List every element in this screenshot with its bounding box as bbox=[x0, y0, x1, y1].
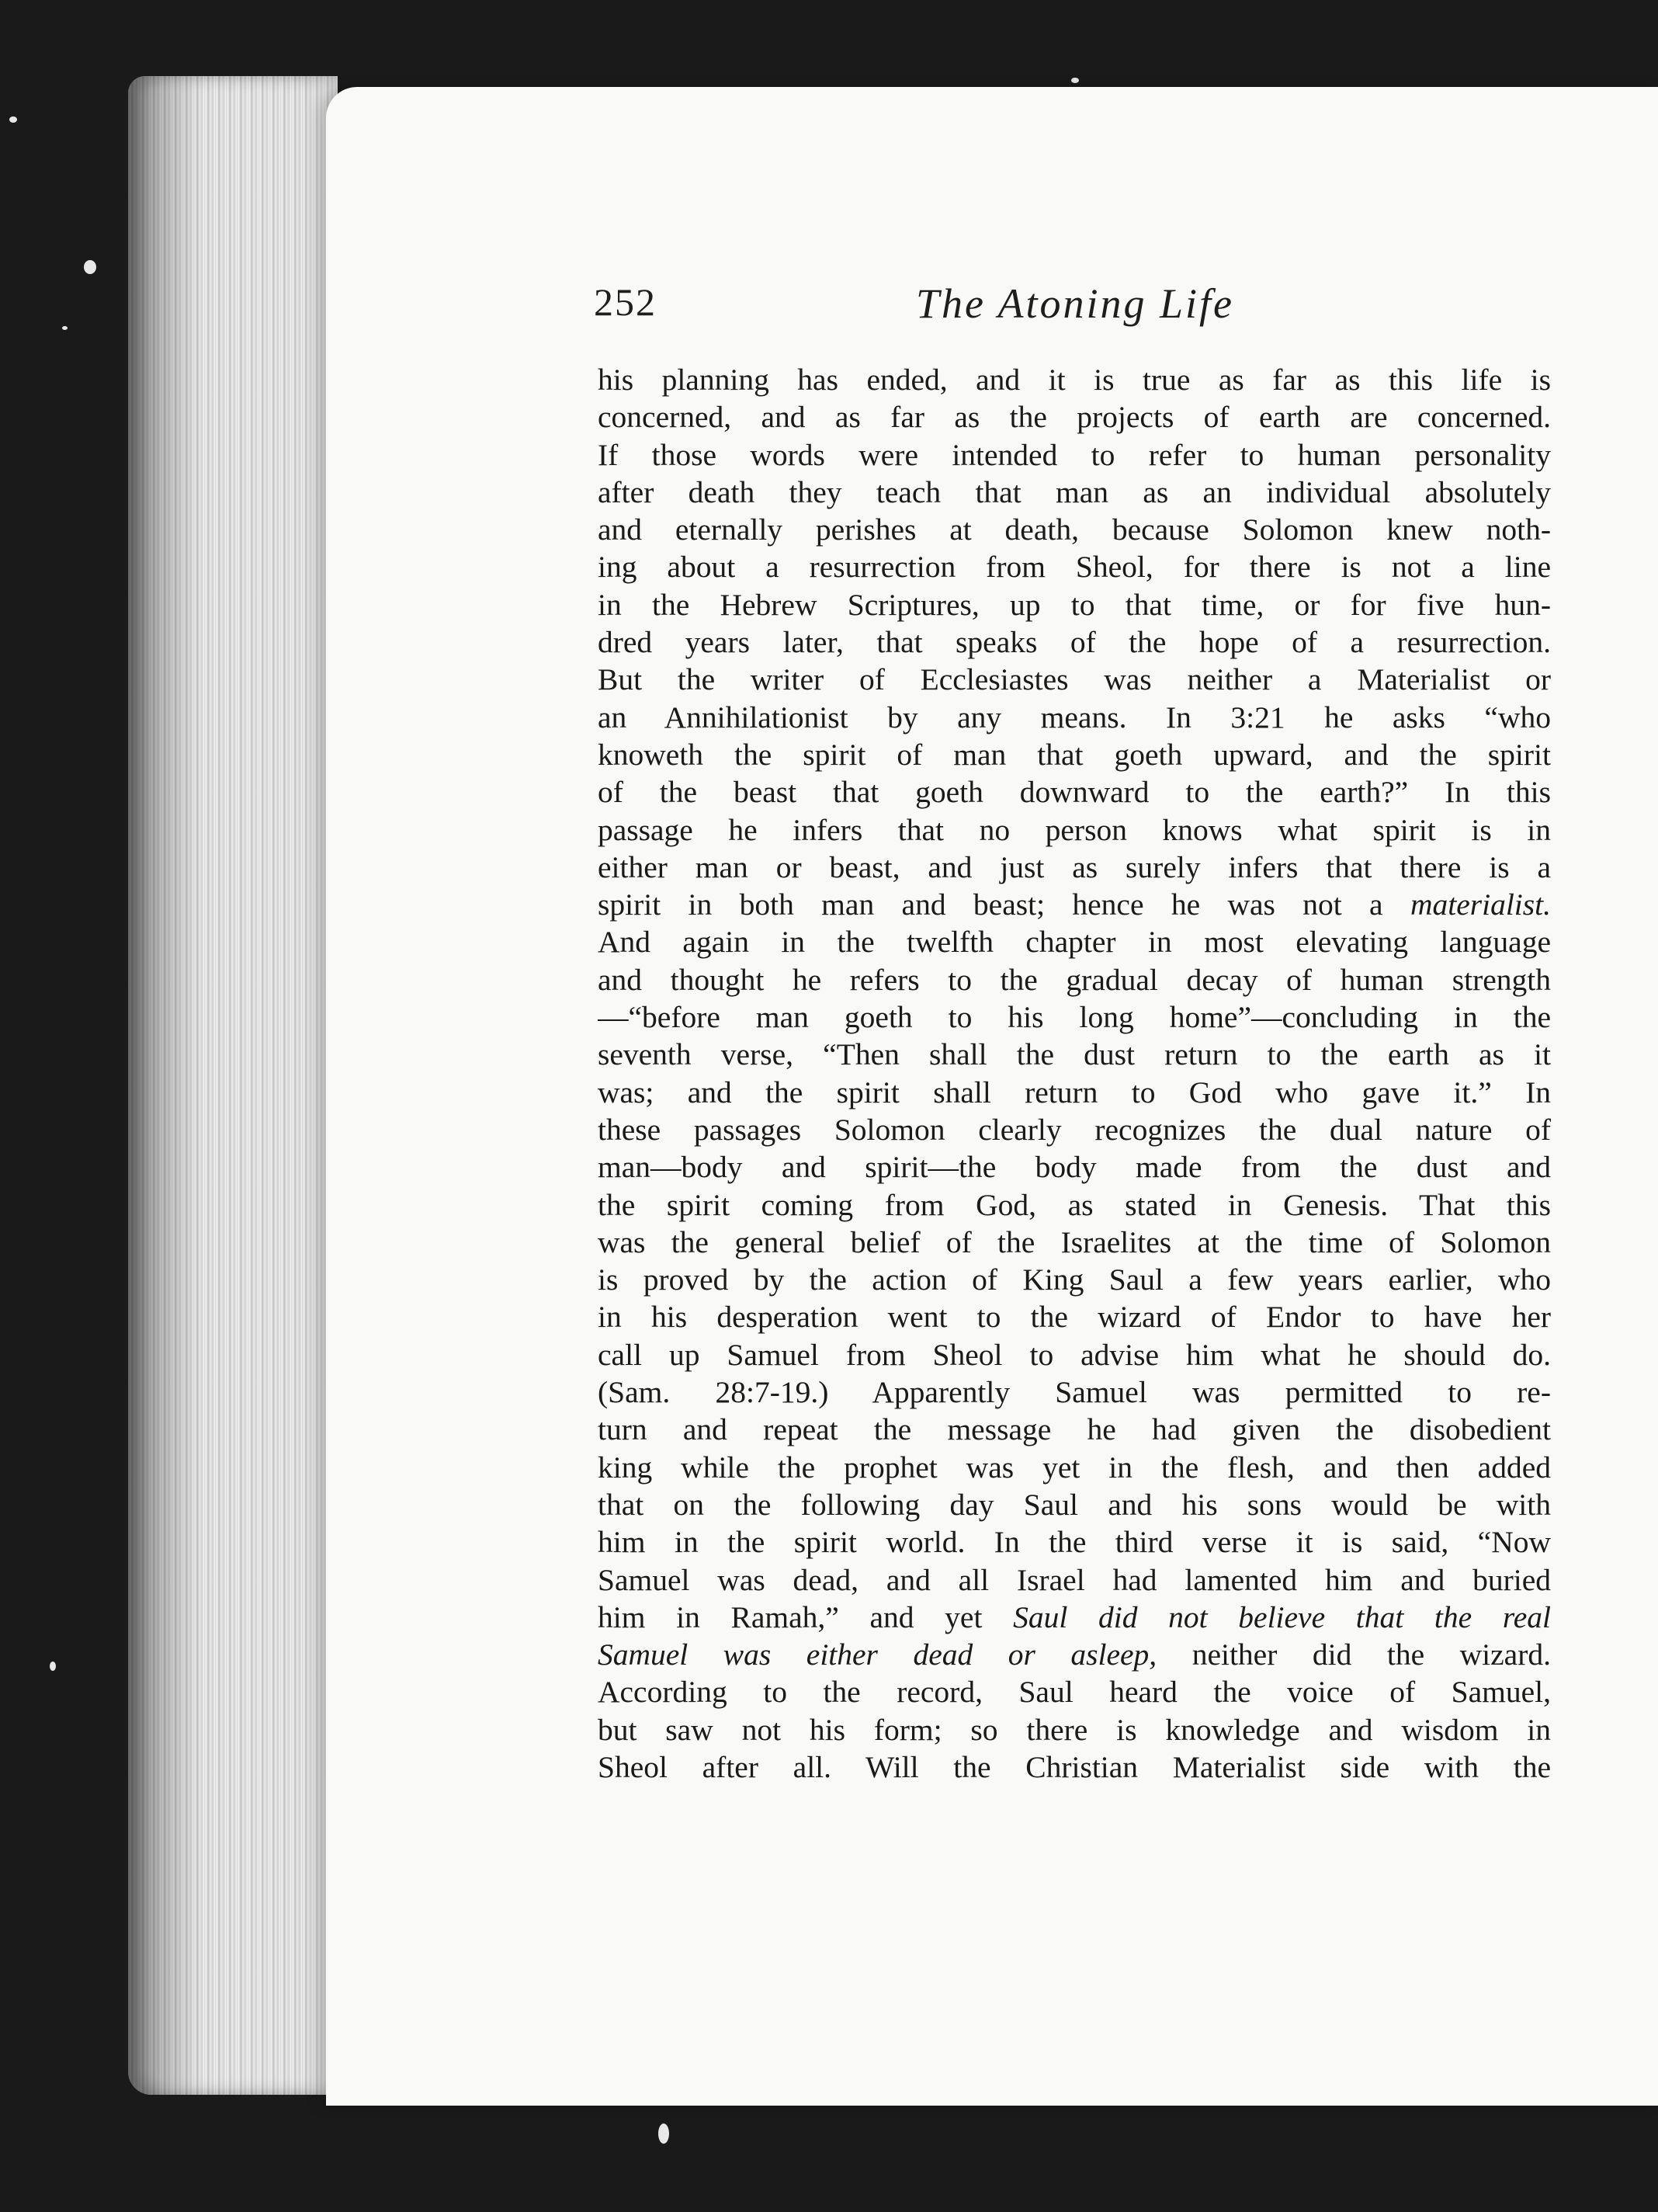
text-line bbox=[598, 623, 1551, 661]
text-line bbox=[598, 1561, 1551, 1599]
text-line bbox=[598, 1261, 1551, 1298]
text-run: neither did the wizard. bbox=[1157, 1637, 1551, 1672]
text-run: of the beast that goeth downward to the earth?” In this bbox=[598, 775, 1551, 810]
text-line bbox=[598, 1673, 1551, 1710]
text-line bbox=[598, 1036, 1551, 1073]
text-line bbox=[598, 736, 1551, 773]
text-line bbox=[598, 1449, 1551, 1486]
text-run: (Sam. 28:7-19.) Apparently Samuel was permitted to re- bbox=[598, 1375, 1551, 1410]
text-line bbox=[598, 1224, 1551, 1261]
text-line bbox=[598, 849, 1551, 886]
text-run: either man or beast, and just as surely infers that there is a bbox=[598, 849, 1551, 884]
text-run: an Annihilationist by any means. In 3:21 he asks “who bbox=[598, 700, 1551, 734]
dust-speck bbox=[658, 2123, 669, 2144]
text-run: seventh verse, “Then shall the dust return to the earth as it bbox=[598, 1037, 1551, 1072]
text-run: him in the spirit world. In the third verse it is said, “Now bbox=[598, 1525, 1551, 1560]
text-run: in the Hebrew Scriptures, up to that time, or for five hun- bbox=[598, 587, 1551, 622]
dust-speck bbox=[62, 326, 68, 330]
text-run: these passages Solomon clearly recognizes the dual nature of bbox=[598, 1112, 1551, 1147]
text-run: And again in the twelfth chapter in most elevating language bbox=[598, 925, 1551, 960]
text-run: was; and the spirit shall return to God who gave it.” In bbox=[598, 1075, 1551, 1109]
dust-speck bbox=[50, 1662, 56, 1671]
text-run: king while the prophet was yet in the flesh, and then added bbox=[598, 1450, 1551, 1485]
text-line bbox=[598, 548, 1551, 585]
text-line bbox=[598, 773, 1551, 811]
text-run: and thought he refers to the gradual decay of human strength bbox=[598, 962, 1551, 997]
text-line bbox=[598, 1074, 1551, 1111]
text-line bbox=[598, 699, 1551, 736]
page-edges bbox=[128, 76, 338, 2095]
text-run: ing about a resurrection from Sheol, for there is not a line bbox=[598, 550, 1551, 585]
text-run: his planning has ended, and it is true as far as this life is bbox=[598, 363, 1551, 397]
dust-speck bbox=[1071, 78, 1079, 83]
text-line bbox=[598, 1411, 1551, 1448]
text-line bbox=[598, 661, 1551, 698]
text-run: that on the following day Saul and his sons would be with bbox=[598, 1487, 1551, 1522]
text-run: If those words were intended to refer to human personality bbox=[598, 437, 1551, 472]
text-line bbox=[598, 961, 1551, 998]
text-line bbox=[598, 1111, 1551, 1148]
text-run: spirit in both man and beast; hence he was not a bbox=[598, 887, 1410, 922]
text-line bbox=[598, 511, 1551, 548]
text-line bbox=[598, 474, 1551, 511]
text-run: call up Samuel from Sheol to advise him what he should do. bbox=[598, 1337, 1551, 1372]
text-run: —“before man goeth to his long home”—concluding in the bbox=[598, 1000, 1551, 1035]
text-line bbox=[598, 586, 1551, 623]
text-line bbox=[598, 1599, 1551, 1636]
text-line bbox=[598, 1148, 1551, 1186]
italic-text: materialist. bbox=[1410, 887, 1551, 922]
text-line bbox=[598, 923, 1551, 960]
text-line bbox=[598, 1636, 1551, 1673]
text-line bbox=[598, 1298, 1551, 1335]
text-run: dred years later, that speaks of the hope of a resurrection. bbox=[598, 625, 1551, 660]
text-line bbox=[598, 436, 1551, 474]
running-head bbox=[594, 280, 1556, 334]
text-run: knoweth the spirit of man that goeth upward, and the spirit bbox=[598, 737, 1551, 772]
text-line bbox=[598, 1336, 1551, 1373]
text-run: him in Ramah,” and yet bbox=[598, 1599, 1014, 1634]
text-run: turn and repeat the message he had given the disobedient bbox=[598, 1412, 1551, 1447]
text-run: concerned, and as far as the projects of earth are concerned. bbox=[598, 400, 1551, 435]
text-run: was the general belief of the Israelites at the time of Solomon bbox=[598, 1224, 1551, 1259]
text-line bbox=[598, 1523, 1551, 1561]
text-run: in his desperation went to the wizard of Endor to have her bbox=[598, 1300, 1551, 1335]
text-run: and eternally perishes at death, because Solomon knew noth- bbox=[598, 512, 1551, 547]
text-run: is proved by the action of King Saul a few years earlier, who bbox=[598, 1262, 1551, 1297]
text-line bbox=[598, 998, 1551, 1036]
text-line bbox=[598, 361, 1551, 398]
text-run: after death they teach that man as an individual absolutely bbox=[598, 474, 1551, 509]
text-run: man—body and spirit—the body made from the dust and bbox=[598, 1150, 1551, 1185]
text-line bbox=[598, 398, 1551, 436]
text-run: But the writer of Ecclesiastes was neither a Materialist or bbox=[598, 662, 1551, 697]
italic-text: Saul did not believe that the real bbox=[1013, 1599, 1551, 1634]
text-line bbox=[598, 1373, 1551, 1411]
text-run: Samuel was dead, and all Israel had lamented him and buried bbox=[598, 1562, 1551, 1597]
text-run: but saw not his form; so there is knowledge and wisdom in bbox=[598, 1712, 1551, 1747]
page-number: 252 bbox=[594, 280, 657, 324]
text-run: the spirit coming from God, as stated in Genesis. That this bbox=[598, 1187, 1551, 1222]
dust-speck bbox=[84, 260, 96, 274]
dust-speck bbox=[9, 116, 17, 123]
text-line bbox=[598, 1748, 1551, 1786]
body-text bbox=[598, 361, 1551, 1786]
text-run: Sheol after all. Will the Christian Materialist side with the bbox=[598, 1749, 1551, 1784]
text-line bbox=[598, 1186, 1551, 1224]
text-line bbox=[598, 886, 1551, 923]
text-line bbox=[598, 811, 1551, 849]
italic-text: Samuel was either dead or asleep, bbox=[598, 1637, 1157, 1672]
text-run: According to the record, Saul heard the voice of Samuel, bbox=[598, 1675, 1551, 1710]
text-line bbox=[598, 1486, 1551, 1523]
text-run: passage he infers that no person knows what spirit is in bbox=[598, 812, 1551, 847]
text-line bbox=[598, 1711, 1551, 1748]
running-title: The Atoning Life bbox=[916, 280, 1235, 327]
